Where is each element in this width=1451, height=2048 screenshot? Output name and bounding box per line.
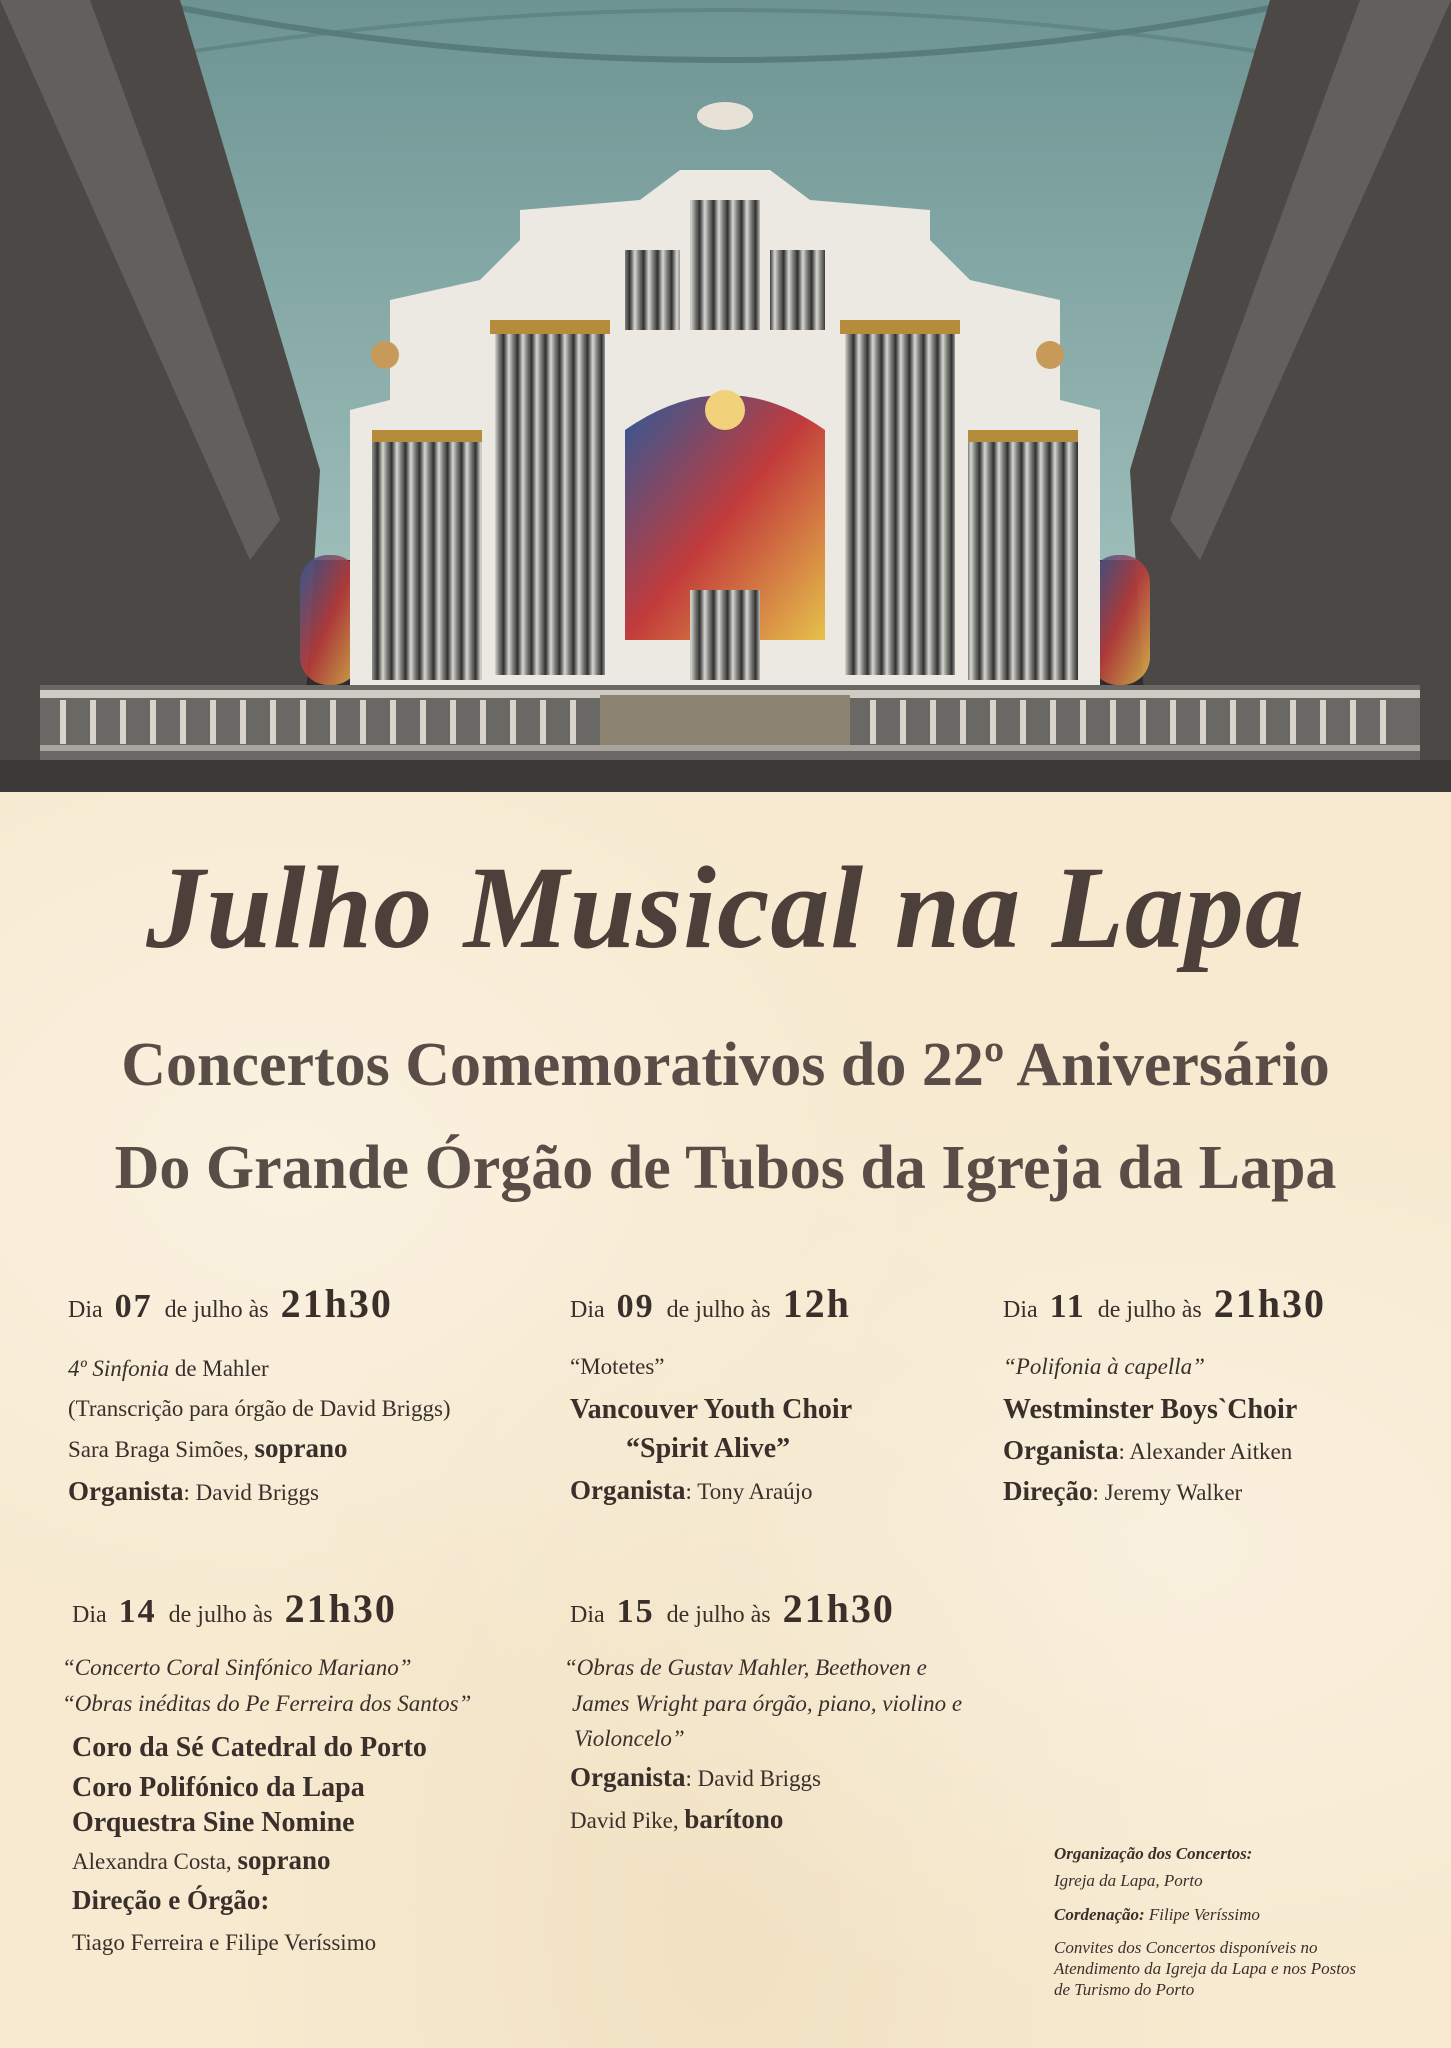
soloist-role: soprano: [237, 1844, 331, 1875]
invites-line: de Turismo do Porto: [1054, 1980, 1195, 2000]
event-work: Violoncelo”: [574, 1726, 685, 1752]
date-month: de julho às: [666, 1297, 771, 1323]
organist-label: Organista: [1003, 1435, 1119, 1466]
date-time: 21h30: [284, 1586, 397, 1631]
date-month: de julho às: [164, 1297, 269, 1323]
organist-name: Alexander Aitken: [1129, 1439, 1293, 1465]
date-prefix: Dia: [1003, 1297, 1038, 1323]
date-prefix: Dia: [570, 1297, 605, 1323]
organist-separator: :: [183, 1479, 196, 1505]
poster-subtitle-line2: Do Grande Órgão de Tubos da Igreja da Lapa: [114, 1134, 1337, 1202]
event-work: “Obras de Gustav Mahler, Beethoven e: [564, 1655, 927, 1680]
coordination-name: Filipe Veríssimo: [1144, 1904, 1260, 1924]
organist-separator: :: [685, 1478, 698, 1504]
date-month: de julho às: [1097, 1297, 1202, 1323]
event-organist: [570, 1474, 852, 1506]
soloist-name: Sara Braga Simões,: [68, 1437, 255, 1463]
organist-name: David Briggs: [697, 1765, 821, 1791]
event-performer-subtitle: “Spirit Alive”: [626, 1433, 791, 1465]
event-performer: Vancouver Youth Choir: [570, 1393, 853, 1425]
event-jul-14: [62, 1585, 472, 1956]
date-month: de julho às: [168, 1602, 273, 1628]
event-date: [72, 1585, 471, 1632]
event-work: James Wright para órgão, piano, violino e: [572, 1690, 963, 1716]
event-direction: [1003, 1475, 1326, 1507]
event-jul-15: [564, 1585, 963, 1836]
event-soloist: [570, 1803, 962, 1835]
event-work: [68, 1355, 451, 1383]
poster-title: Julho Musical na Lapa: [146, 842, 1305, 973]
date-time: 12h: [782, 1281, 851, 1326]
coordination-label: Cordenação:: [1054, 1904, 1145, 1924]
event-soloist: [72, 1844, 471, 1876]
event-date: [570, 1585, 962, 1632]
date-day: 15: [616, 1593, 655, 1630]
event-performer: Coro da Sé Catedral do Porto: [72, 1732, 427, 1764]
event-date: [570, 1280, 852, 1327]
soloist-name: David Pike,: [570, 1808, 685, 1834]
event-work-subtitle: “Obras inéditas do Pe Ferreira dos Santos”: [62, 1690, 472, 1716]
direction-label: Direção: [1003, 1475, 1093, 1506]
event-direction-label: Direção e Órgão:: [72, 1885, 270, 1916]
organist-name: Tony Araújo: [697, 1478, 813, 1504]
event-date: [68, 1280, 451, 1327]
event-organist: [68, 1475, 451, 1507]
invites-line: Convites dos Concertos disponíveis no: [1054, 1937, 1318, 1957]
event-organist: [570, 1761, 962, 1793]
work-title: 4º Sinfonia: [68, 1356, 170, 1381]
soloist-role: soprano: [254, 1433, 348, 1464]
date-day: 11: [1049, 1288, 1086, 1325]
direction-separator: :: [1092, 1479, 1105, 1505]
date-time: 21h30: [782, 1586, 895, 1631]
direction-name: Jeremy Walker: [1104, 1479, 1243, 1505]
event-note: (Transcrição para órgão de David Briggs): [68, 1395, 451, 1421]
event-jul-07: [68, 1280, 451, 1507]
event-work: “Motetes”: [570, 1354, 665, 1379]
date-prefix: Dia: [68, 1297, 103, 1323]
event-performer: Westminster Boys`Choir: [1003, 1393, 1298, 1425]
date-prefix: Dia: [570, 1602, 605, 1628]
event-performer: Orquestra Sine Nomine: [72, 1807, 355, 1839]
work-composer: de Mahler: [169, 1356, 269, 1381]
invites-line: Atendimento da Igreja da Lapa e nos Postos: [1054, 1959, 1357, 1978]
event-direction-names: Tiago Ferreira e Filipe Veríssimo: [72, 1929, 377, 1955]
church-organ-photo: [0, 0, 1451, 792]
date-prefix: Dia: [72, 1602, 107, 1628]
organist-name: David Briggs: [195, 1479, 319, 1505]
soloist-role: barítono: [684, 1804, 784, 1835]
date-time: 21h30: [280, 1281, 393, 1326]
organist-label: Organista: [68, 1475, 184, 1506]
coordination: [1054, 1904, 1356, 1925]
organist-label: Organista: [570, 1474, 686, 1505]
organization-name: Igreja da Lapa, Porto: [1054, 1871, 1203, 1891]
date-day: 07: [114, 1288, 153, 1325]
poster-subtitle-line1: Concertos Comemorativos do 22º Aniversário: [121, 1031, 1330, 1099]
organist-separator: :: [1118, 1439, 1130, 1465]
organist-separator: :: [685, 1765, 698, 1791]
event-jul-11: [1003, 1280, 1326, 1507]
organization-heading: Organização dos Concertos:: [1054, 1844, 1253, 1863]
event-work: “Polifonia à capella”: [1003, 1354, 1205, 1379]
organist-label: Organista: [570, 1761, 686, 1792]
organization-info: [1054, 1843, 1356, 2001]
date-day: 14: [118, 1593, 157, 1630]
soloist-name: Alexandra Costa,: [72, 1848, 238, 1874]
date-month: de julho às: [666, 1602, 771, 1628]
event-soloist: [68, 1432, 451, 1464]
event-work: “Concerto Coral Sinfónico Mariano”: [62, 1655, 412, 1680]
date-day: 09: [616, 1288, 655, 1325]
event-performer: Coro Polifónico da Lapa: [72, 1771, 365, 1803]
event-jul-09: [570, 1280, 852, 1506]
event-organist: [1003, 1434, 1326, 1466]
event-date: [1003, 1280, 1326, 1327]
date-time: 21h30: [1213, 1281, 1327, 1326]
